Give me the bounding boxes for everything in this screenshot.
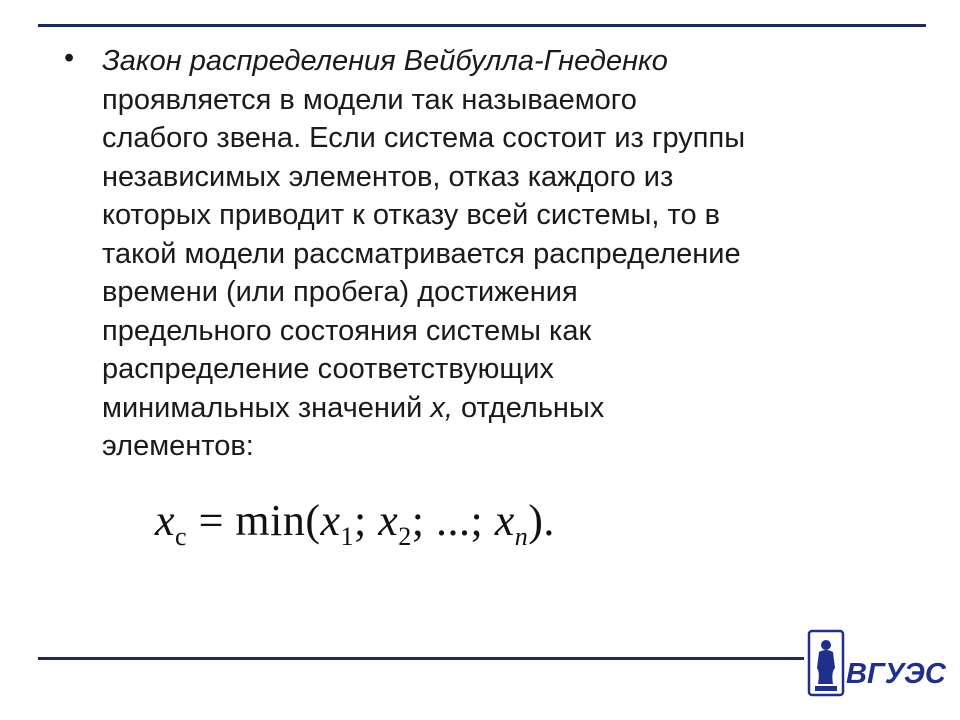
paragraph-line-3: слабого звена. Если система состоит из группы: [102, 122, 746, 154]
variable-x: x,: [430, 391, 453, 424]
paragraph-line-10-end: отдельных: [452, 391, 605, 424]
formula-xn: x: [494, 496, 515, 545]
formula-x2: x: [378, 496, 399, 545]
paragraph-line-10-start: минимальных значений: [102, 391, 431, 424]
formula-sub-c: c: [175, 522, 188, 551]
formula-sub-2: 2: [398, 522, 412, 551]
paragraph: [102, 42, 922, 466]
formula: [155, 495, 555, 551]
bullet-point: •: [64, 42, 75, 74]
paragraph-line-1: Закон распределения Вейбулла-Гнеденко: [102, 45, 668, 77]
formula-eq-min: = min(: [187, 496, 321, 545]
paragraph-line-11: элементов:: [102, 430, 254, 462]
top-divider: [38, 24, 926, 27]
vgues-logo: [806, 628, 946, 698]
formula-end: ).: [528, 496, 555, 545]
paragraph-line-2: проявляется в модели так называемого: [102, 83, 637, 116]
formula-x1: x: [320, 496, 341, 545]
paragraph-line-8: предельного состояния системы как: [102, 314, 592, 347]
formula-sub-1: 1: [340, 522, 355, 551]
paragraph-line-4: независимых элементов, отказ каждого из: [102, 160, 674, 193]
formula-x: x: [155, 496, 176, 545]
svg-text:ВГУЭС: ВГУЭС: [846, 658, 946, 690]
bottom-divider: [38, 657, 804, 660]
formula-sep-1: ;: [354, 496, 379, 545]
paragraph-line-5: которых приводит к отказу всей системы, то в: [102, 199, 721, 231]
paragraph-line-10: [102, 389, 922, 428]
paragraph-line-6: такой модели рассматривается распределение: [102, 237, 741, 270]
paragraph-line-7: времени (или пробега) достижения: [102, 276, 578, 308]
formula-sep-2: ; ...;: [411, 496, 495, 545]
paragraph-line-9: распределение соответствующих: [102, 353, 554, 385]
formula-sub-n: n: [514, 522, 529, 551]
